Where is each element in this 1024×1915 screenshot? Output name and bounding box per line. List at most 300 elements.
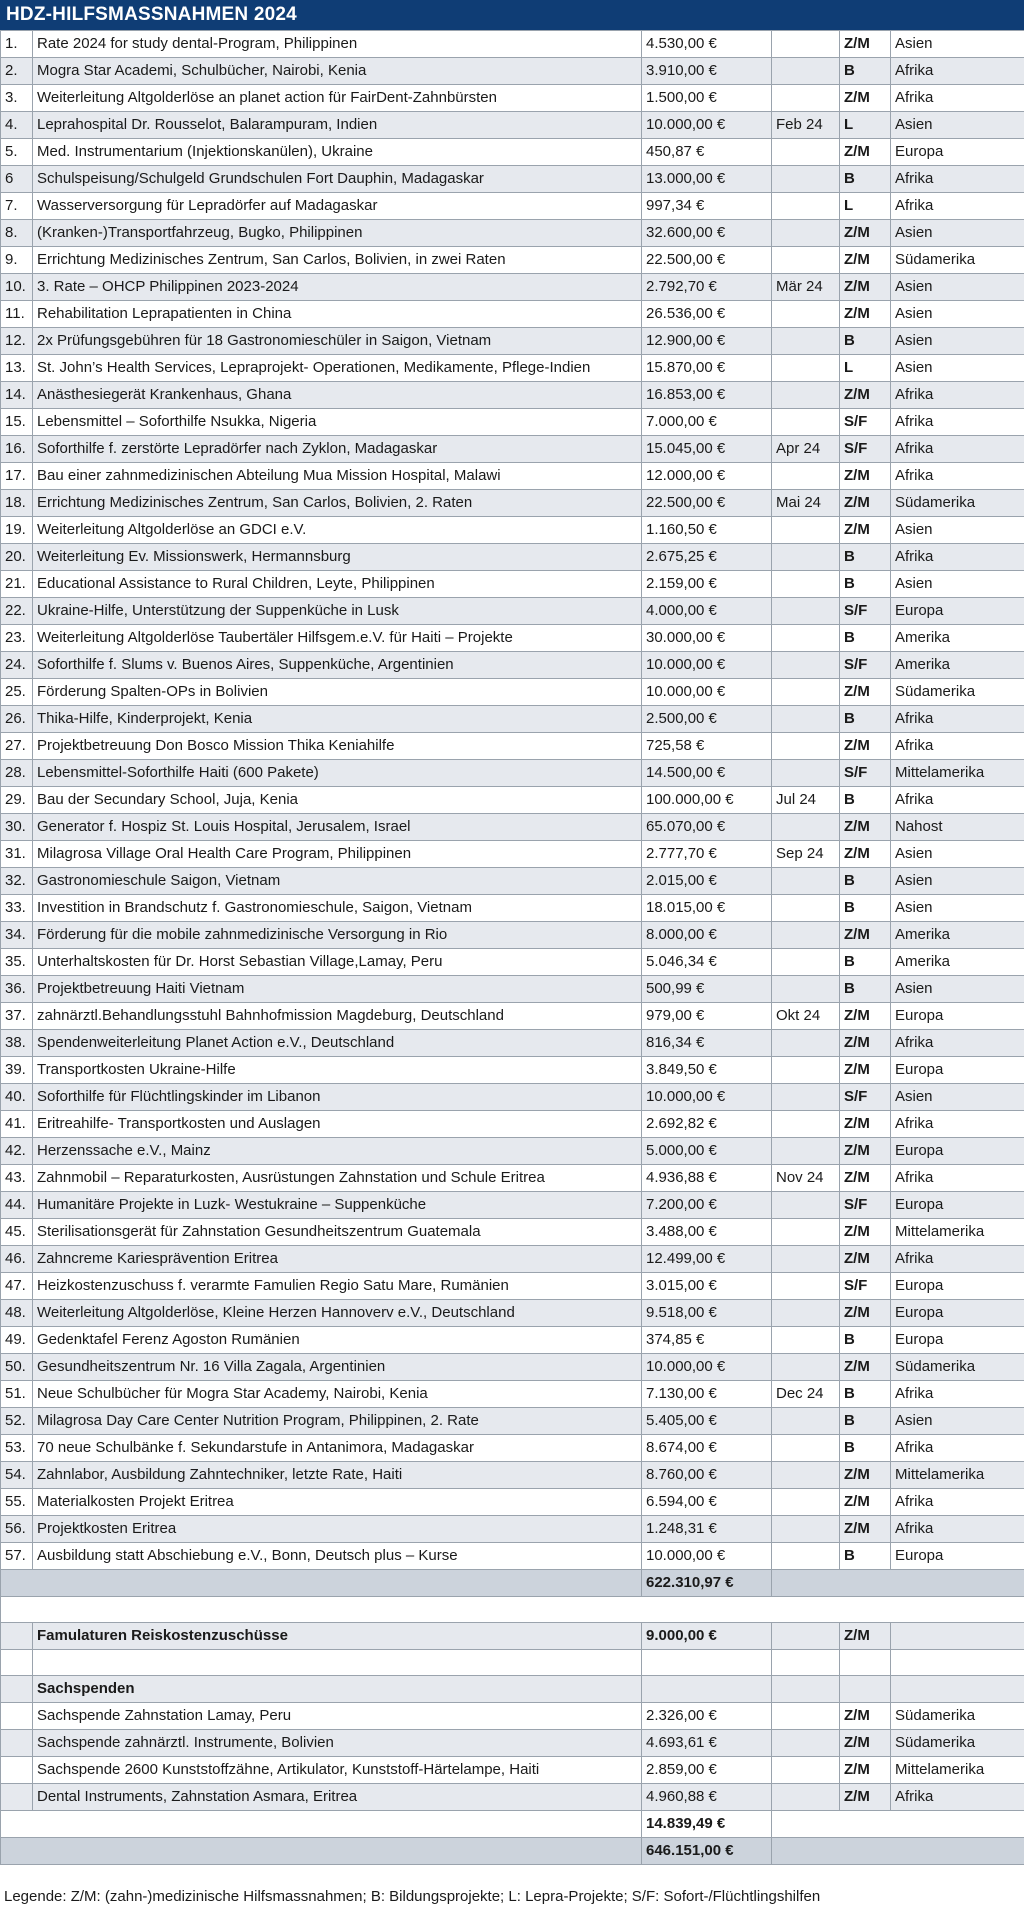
row-date: [772, 922, 840, 949]
sachspende-region: Afrika: [891, 1784, 1024, 1811]
row-category: Z/M: [840, 1489, 891, 1516]
table-row: [1, 490, 1024, 517]
sachspenden-empty: [772, 1676, 840, 1703]
row-category: Z/M: [840, 1516, 891, 1543]
row-description: Weiterleitung Altgolderlöse an GDCI e.V.: [33, 517, 642, 544]
row-category: Z/M: [840, 1138, 891, 1165]
table-row: [1, 301, 1024, 328]
row-date: [772, 1111, 840, 1138]
row-number: 9.: [1, 247, 33, 274]
row-description: Soforthilfe f. Slums v. Buenos Aires, Suppenküche, Argentinien: [33, 652, 642, 679]
row-region: Afrika: [891, 85, 1024, 112]
blank-cell: [772, 1650, 840, 1676]
sachspenden-empty: [840, 1676, 891, 1703]
row-date: [772, 625, 840, 652]
row-date: [772, 1462, 840, 1489]
row-number: 29.: [1, 787, 33, 814]
row-description: Herzenssache e.V., Mainz: [33, 1138, 642, 1165]
row-region: Südamerika: [891, 1354, 1024, 1381]
row-number: 18.: [1, 490, 33, 517]
row-number: 20.: [1, 544, 33, 571]
row-region: Afrika: [891, 436, 1024, 463]
row-date: [772, 1219, 840, 1246]
row-category: Z/M: [840, 31, 891, 58]
row-region: Afrika: [891, 1111, 1024, 1138]
row-description: Rehabilitation Leprapatienten in China: [33, 301, 642, 328]
row-region: Amerika: [891, 949, 1024, 976]
row-number: 25.: [1, 679, 33, 706]
row-number: 21.: [1, 571, 33, 598]
row-region: Asien: [891, 328, 1024, 355]
row-amount: 100.000,00 €: [642, 787, 772, 814]
row-category: B: [840, 544, 891, 571]
row-number: 51.: [1, 1381, 33, 1408]
row-region: Europa: [891, 1003, 1024, 1030]
blank-row: [1, 1650, 1024, 1676]
row-amount: 10.000,00 €: [642, 652, 772, 679]
row-category: B: [840, 706, 891, 733]
table-row: [1, 1327, 1024, 1354]
row-description: Bau der Secundary School, Juja, Kenia: [33, 787, 642, 814]
row-number: 48.: [1, 1300, 33, 1327]
row-category: Z/M: [840, 733, 891, 760]
row-description: Med. Instrumentarium (Injektionskanülen), Ukraine: [33, 139, 642, 166]
row-category: Z/M: [840, 247, 891, 274]
row-date: Apr 24: [772, 436, 840, 463]
row-date: Mai 24: [772, 490, 840, 517]
row-amount: 65.070,00 €: [642, 814, 772, 841]
row-date: Sep 24: [772, 841, 840, 868]
row-region: Asien: [891, 571, 1024, 598]
row-region: Asien: [891, 301, 1024, 328]
row-region: Amerika: [891, 922, 1024, 949]
row-description: Eritreahilfe- Transportkosten und Auslagen: [33, 1111, 642, 1138]
row-date: Mär 24: [772, 274, 840, 301]
subtotal-amount: 622.310,97 €: [642, 1570, 772, 1597]
row-category: Z/M: [840, 1354, 891, 1381]
row-date: [772, 1543, 840, 1570]
table-row: [1, 1489, 1024, 1516]
row-region: Europa: [891, 1543, 1024, 1570]
row-date: [772, 193, 840, 220]
row-description: Ukraine-Hilfe, Unterstützung der Suppenküche in Lusk: [33, 598, 642, 625]
sachspende-date: [772, 1784, 840, 1811]
sachspende-category: Z/M: [840, 1730, 891, 1757]
row-amount: 16.853,00 €: [642, 382, 772, 409]
row-amount: 30.000,00 €: [642, 625, 772, 652]
row-description: Generator f. Hospiz St. Louis Hospital, Jerusalem, Israel: [33, 814, 642, 841]
sachspenden-heading-row: [1, 1676, 1024, 1703]
row-description: Milagrosa Village Oral Health Care Program, Philippinen: [33, 841, 642, 868]
row-amount: 10.000,00 €: [642, 1543, 772, 1570]
row-date: [772, 1084, 840, 1111]
row-date: [772, 760, 840, 787]
row-number: 22.: [1, 598, 33, 625]
row-category: Z/M: [840, 922, 891, 949]
row-number: 3.: [1, 85, 33, 112]
row-region: Nahost: [891, 814, 1024, 841]
row-category: Z/M: [840, 382, 891, 409]
row-region: Afrika: [891, 706, 1024, 733]
row-category: L: [840, 193, 891, 220]
row-number: 44.: [1, 1192, 33, 1219]
row-category: B: [840, 1381, 891, 1408]
table-row: [1, 760, 1024, 787]
row-amount: 10.000,00 €: [642, 1354, 772, 1381]
row-description: Errichtung Medizinisches Zentrum, San Carlos, Bolivien, in zwei Raten: [33, 247, 642, 274]
row-number: 36.: [1, 976, 33, 1003]
row-amount: 1.160,50 €: [642, 517, 772, 544]
row-description: Soforthilfe f. zerstörte Lepradörfer nach Zyklon, Madagaskar: [33, 436, 642, 463]
row-description: Gastronomieschule Saigon, Vietnam: [33, 868, 642, 895]
row-category: B: [840, 976, 891, 1003]
row-description: Humanitäre Projekte in Luzk- Westukraine – Suppenküche: [33, 1192, 642, 1219]
row-date: [772, 1435, 840, 1462]
row-date: [772, 976, 840, 1003]
sachspende-category: Z/M: [840, 1703, 891, 1730]
row-amount: 4.936,88 €: [642, 1165, 772, 1192]
table-row: [1, 58, 1024, 85]
row-amount: 3.488,00 €: [642, 1219, 772, 1246]
row-region: Mittelamerika: [891, 1462, 1024, 1489]
row-region: Afrika: [891, 166, 1024, 193]
table-row: [1, 1516, 1024, 1543]
row-category: S/F: [840, 1273, 891, 1300]
row-amount: 450,87 €: [642, 139, 772, 166]
row-number: 42.: [1, 1138, 33, 1165]
row-date: [772, 733, 840, 760]
table-row: [1, 1273, 1024, 1300]
row-region: Europa: [891, 1300, 1024, 1327]
row-description: Bau einer zahnmedizinischen Abteilung Mua Mission Hospital, Malawi: [33, 463, 642, 490]
row-region: Mittelamerika: [891, 1219, 1024, 1246]
row-description: Zahnlabor, Ausbildung Zahntechniker, letzte Rate, Haiti: [33, 1462, 642, 1489]
subtotal-spacer: [1, 1570, 642, 1597]
row-region: Asien: [891, 841, 1024, 868]
grand-total-spacer-right: [772, 1838, 1024, 1865]
row-number: 6: [1, 166, 33, 193]
row-date: [772, 1192, 840, 1219]
row-description: (Kranken-)Transportfahrzeug, Bugko, Philippinen: [33, 220, 642, 247]
row-category: Z/M: [840, 1219, 891, 1246]
row-category: Z/M: [840, 490, 891, 517]
blank-cell: [840, 1650, 891, 1676]
row-category: B: [840, 58, 891, 85]
sachspenden-spacer: [1, 1676, 33, 1703]
famulaturen-category: Z/M: [840, 1623, 891, 1650]
sachspende-amount: 4.693,61 €: [642, 1730, 772, 1757]
row-date: [772, 571, 840, 598]
row-number: 32.: [1, 868, 33, 895]
row-amount: 374,85 €: [642, 1327, 772, 1354]
sachspende-description: Dental Instruments, Zahnstation Asmara, Eritrea: [33, 1784, 642, 1811]
row-date: [772, 139, 840, 166]
row-date: [772, 1057, 840, 1084]
row-category: Z/M: [840, 679, 891, 706]
row-date: [772, 679, 840, 706]
sachspende-amount: 4.960,88 €: [642, 1784, 772, 1811]
table-row: [1, 1462, 1024, 1489]
row-category: B: [840, 1543, 891, 1570]
row-amount: 12.499,00 €: [642, 1246, 772, 1273]
row-category: B: [840, 1435, 891, 1462]
table-row: [1, 463, 1024, 490]
row-date: [772, 463, 840, 490]
row-date: [772, 58, 840, 85]
table-row: [1, 544, 1024, 571]
row-date: [772, 706, 840, 733]
blank-cell: [33, 1650, 642, 1676]
row-category: Z/M: [840, 841, 891, 868]
table-row: [1, 436, 1024, 463]
row-amount: 10.000,00 €: [642, 112, 772, 139]
row-category: L: [840, 355, 891, 382]
row-region: Afrika: [891, 193, 1024, 220]
row-region: Afrika: [891, 733, 1024, 760]
row-category: B: [840, 571, 891, 598]
row-amount: 2.777,70 €: [642, 841, 772, 868]
row-region: Afrika: [891, 382, 1024, 409]
row-description: Projektkosten Eritrea: [33, 1516, 642, 1543]
row-amount: 3.849,50 €: [642, 1057, 772, 1084]
row-amount: 500,99 €: [642, 976, 772, 1003]
table-row: [1, 598, 1024, 625]
row-category: Z/M: [840, 463, 891, 490]
table-row: [1, 85, 1024, 112]
row-amount: 1.500,00 €: [642, 85, 772, 112]
blank-cell: [891, 1650, 1024, 1676]
row-number: 10.: [1, 274, 33, 301]
row-amount: 22.500,00 €: [642, 247, 772, 274]
row-category: Z/M: [840, 1057, 891, 1084]
row-date: [772, 1516, 840, 1543]
row-amount: 997,34 €: [642, 193, 772, 220]
row-description: Wasserversorgung für Lepradörfer auf Madagaskar: [33, 193, 642, 220]
row-category: B: [840, 949, 891, 976]
sachspende-row: [1, 1730, 1024, 1757]
table-row: [1, 814, 1024, 841]
sachspenden-subtotal-row: [1, 1811, 1024, 1838]
row-date: Dec 24: [772, 1381, 840, 1408]
row-region: Afrika: [891, 544, 1024, 571]
table-row: [1, 733, 1024, 760]
row-number: 2.: [1, 58, 33, 85]
row-category: Z/M: [840, 85, 891, 112]
row-description: Projektbetreuung Don Bosco Mission Thika Keniahilfe: [33, 733, 642, 760]
famulaturen-amount: 9.000,00 €: [642, 1623, 772, 1650]
row-date: [772, 1408, 840, 1435]
blank-row: [1, 1597, 1024, 1623]
table-row: [1, 976, 1024, 1003]
row-date: [772, 1273, 840, 1300]
row-date: [772, 1246, 840, 1273]
table-row: [1, 247, 1024, 274]
sachspende-row: [1, 1703, 1024, 1730]
row-description: Milagrosa Day Care Center Nutrition Program, Philippinen, 2. Rate: [33, 1408, 642, 1435]
sachspenden-subtotal-spacer: [1, 1811, 642, 1838]
row-amount: 725,58 €: [642, 733, 772, 760]
row-date: [772, 85, 840, 112]
row-description: Projektbetreuung Haiti Vietnam: [33, 976, 642, 1003]
legend: Legende: Z/M: (zahn-)medizinische Hilfsmassnahmen; B: Bildungsprojekte; L: Lepra-Projekte; S/F: Sofort-/Flüchtlingshilfen: [4, 1888, 821, 1905]
sachspende-amount: 2.326,00 €: [642, 1703, 772, 1730]
grand-total-spacer: [1, 1838, 642, 1865]
row-category: B: [840, 1327, 891, 1354]
row-description: Mogra Star Academi, Schulbücher, Nairobi, Kenia: [33, 58, 642, 85]
row-amount: 4.000,00 €: [642, 598, 772, 625]
row-category: S/F: [840, 598, 891, 625]
row-number: 17.: [1, 463, 33, 490]
row-description: Weiterleitung Altgolderlöse an planet action für FairDent-Zahnbürsten: [33, 85, 642, 112]
row-number: 37.: [1, 1003, 33, 1030]
row-region: Europa: [891, 1192, 1024, 1219]
row-region: Afrika: [891, 409, 1024, 436]
table-row: [1, 949, 1024, 976]
row-region: Südamerika: [891, 679, 1024, 706]
row-number: 52.: [1, 1408, 33, 1435]
row-description: 2x Prüfungsgebühren für 18 Gastronomieschüler in Saigon, Vietnam: [33, 328, 642, 355]
row-amount: 7.200,00 €: [642, 1192, 772, 1219]
sachspenden-empty: [642, 1676, 772, 1703]
row-date: Feb 24: [772, 112, 840, 139]
sachspenden-subtotal-amount: 14.839,49 €: [642, 1811, 772, 1838]
row-category: B: [840, 328, 891, 355]
table-row: [1, 31, 1024, 58]
row-number: 57.: [1, 1543, 33, 1570]
row-description: Heizkostenzuschuss f. verarmte Famulien Regio Satu Mare, Rumänien: [33, 1273, 642, 1300]
row-date: [772, 166, 840, 193]
row-date: [772, 220, 840, 247]
row-category: Z/M: [840, 220, 891, 247]
row-date: [772, 544, 840, 571]
row-amount: 2.015,00 €: [642, 868, 772, 895]
table-row: [1, 895, 1024, 922]
sachspende-description: Sachspende 2600 Kunststoffzähne, Artikulator, Kunststoff-Härtelampe, Haiti: [33, 1757, 642, 1784]
row-amount: 816,34 €: [642, 1030, 772, 1057]
sachspende-description: Sachspende zahnärztl. Instrumente, Bolivien: [33, 1730, 642, 1757]
row-number: 41.: [1, 1111, 33, 1138]
row-description: Lebensmittel – Soforthilfe Nsukka, Nigeria: [33, 409, 642, 436]
row-number: 13.: [1, 355, 33, 382]
table-row: [1, 1003, 1024, 1030]
row-region: Amerika: [891, 625, 1024, 652]
row-description: Investition in Brandschutz f. Gastronomieschule, Saigon, Vietnam: [33, 895, 642, 922]
row-category: Z/M: [840, 139, 891, 166]
row-region: Asien: [891, 895, 1024, 922]
row-category: Z/M: [840, 1165, 891, 1192]
row-date: [772, 895, 840, 922]
sachspende-date: [772, 1703, 840, 1730]
row-amount: 9.518,00 €: [642, 1300, 772, 1327]
row-category: Z/M: [840, 1003, 891, 1030]
row-number: 4.: [1, 112, 33, 139]
row-number: 1.: [1, 31, 33, 58]
table-row: [1, 382, 1024, 409]
sachspende-row: [1, 1757, 1024, 1784]
table-row: [1, 355, 1024, 382]
row-description: Lebensmittel-Soforthilfe Haiti (600 Pakete): [33, 760, 642, 787]
row-description: zahnärztl.Behandlungsstuhl Bahnhofmission Magdeburg, Deutschland: [33, 1003, 642, 1030]
row-description: Weiterleitung Altgolderlöse, Kleine Herzen Hannoverv e.V., Deutschland: [33, 1300, 642, 1327]
row-date: [772, 382, 840, 409]
row-amount: 13.000,00 €: [642, 166, 772, 193]
row-region: Afrika: [891, 1489, 1024, 1516]
table-row: [1, 517, 1024, 544]
row-category: Z/M: [840, 1462, 891, 1489]
row-amount: 2.692,82 €: [642, 1111, 772, 1138]
row-number: 34.: [1, 922, 33, 949]
row-category: S/F: [840, 652, 891, 679]
row-amount: 26.536,00 €: [642, 301, 772, 328]
table-row: [1, 787, 1024, 814]
row-amount: 2.159,00 €: [642, 571, 772, 598]
row-region: Asien: [891, 274, 1024, 301]
row-description: Neue Schulbücher für Mogra Star Academy, Nairobi, Kenia: [33, 1381, 642, 1408]
table-row: [1, 1435, 1024, 1462]
table-row: [1, 1543, 1024, 1570]
row-amount: 5.046,34 €: [642, 949, 772, 976]
row-category: Z/M: [840, 814, 891, 841]
row-description: Transportkosten Ukraine-Hilfe: [33, 1057, 642, 1084]
row-category: S/F: [840, 409, 891, 436]
row-number: 49.: [1, 1327, 33, 1354]
table-row: [1, 409, 1024, 436]
row-number: 31.: [1, 841, 33, 868]
sachspende-spacer: [1, 1784, 33, 1811]
row-description: St. John’s Health Services, Lepraprojekt- Operationen, Medikamente, Pflege-Indien: [33, 355, 642, 382]
row-amount: 10.000,00 €: [642, 1084, 772, 1111]
row-region: Afrika: [891, 58, 1024, 85]
table-row: [1, 139, 1024, 166]
row-region: Südamerika: [891, 490, 1024, 517]
page-title: HDZ-HILFSMASSNAHMEN 2024: [0, 0, 1024, 30]
row-region: Asien: [891, 517, 1024, 544]
row-amount: 1.248,31 €: [642, 1516, 772, 1543]
row-region: Europa: [891, 1138, 1024, 1165]
table-row: [1, 1381, 1024, 1408]
row-date: [772, 328, 840, 355]
row-amount: 5.405,00 €: [642, 1408, 772, 1435]
row-description: Thika-Hilfe, Kinderprojekt, Kenia: [33, 706, 642, 733]
row-amount: 12.900,00 €: [642, 328, 772, 355]
row-amount: 10.000,00 €: [642, 679, 772, 706]
row-description: Materialkosten Projekt Eritrea: [33, 1489, 642, 1516]
row-number: 28.: [1, 760, 33, 787]
row-number: 26.: [1, 706, 33, 733]
row-number: 23.: [1, 625, 33, 652]
row-number: 30.: [1, 814, 33, 841]
row-category: B: [840, 625, 891, 652]
row-region: Afrika: [891, 1030, 1024, 1057]
row-region: Europa: [891, 1327, 1024, 1354]
row-region: Afrika: [891, 1435, 1024, 1462]
sachspende-region: Mittelamerika: [891, 1757, 1024, 1784]
grand-total-row: [1, 1838, 1024, 1865]
row-amount: 15.045,00 €: [642, 436, 772, 463]
row-number: 15.: [1, 409, 33, 436]
row-date: [772, 814, 840, 841]
row-amount: 8.000,00 €: [642, 922, 772, 949]
row-amount: 7.130,00 €: [642, 1381, 772, 1408]
row-region: Amerika: [891, 652, 1024, 679]
row-category: Z/M: [840, 1111, 891, 1138]
row-description: Errichtung Medizinisches Zentrum, San Carlos, Bolivien, 2. Raten: [33, 490, 642, 517]
table-row: [1, 166, 1024, 193]
table-row: [1, 328, 1024, 355]
row-region: Asien: [891, 1408, 1024, 1435]
table-row: [1, 112, 1024, 139]
famulaturen-label: Famulaturen Reiskostenzuschüsse: [33, 1623, 642, 1650]
